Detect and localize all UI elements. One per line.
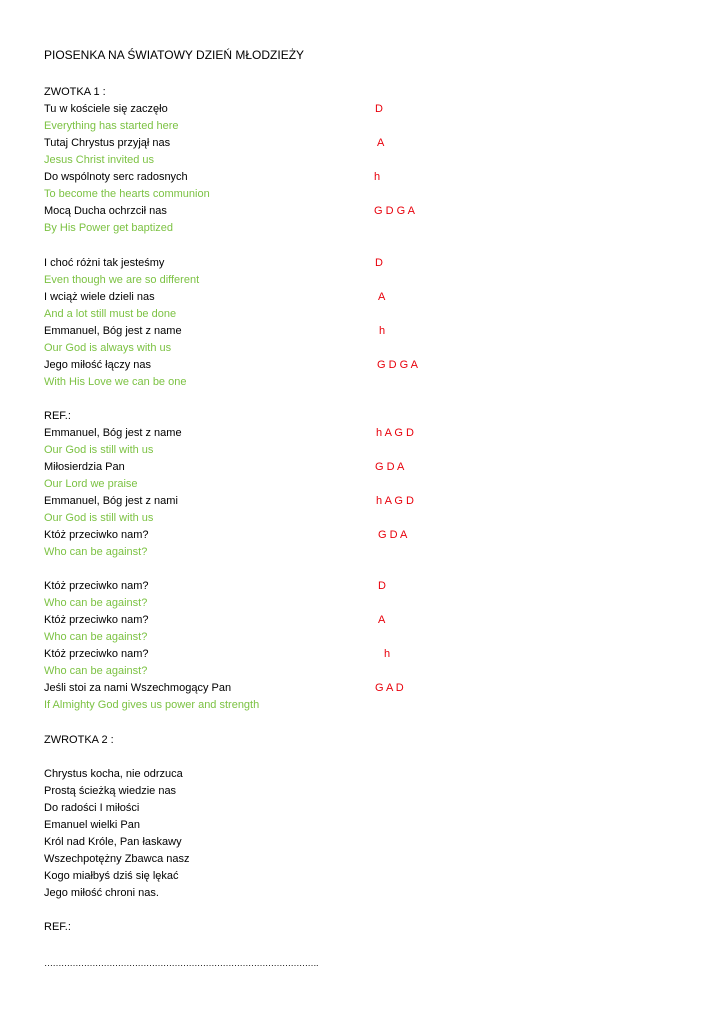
lyric-line-pl: Jeśli stoi za nami Wszechmogący Pan bbox=[44, 682, 232, 694]
chord: A bbox=[378, 291, 386, 303]
lyric-line-pl: Prostą ścieżką wiedzie nas bbox=[44, 785, 177, 797]
ellipsis-line: ……………………………………………………………………………………. bbox=[44, 958, 319, 968]
lyric-line-pl: Król nad Króle, Pan łaskawy bbox=[44, 836, 182, 848]
lyric-line-en: Who can be against? bbox=[44, 631, 148, 643]
lyric-line-pl: Chrystus kocha, nie odrzuca bbox=[44, 768, 183, 780]
lyric-line-pl: Jego miłość chroni nas. bbox=[44, 887, 159, 899]
lyric-line-pl: Miłosierdzia Pan bbox=[44, 461, 125, 473]
lyric-line-pl: Do wspólnoty serc radosnych bbox=[44, 171, 188, 183]
lyric-line-en: Our God is still with us bbox=[44, 512, 154, 524]
lyric-line-pl: I wciąż wiele dzieli nas bbox=[44, 291, 155, 303]
lyric-line-pl: Któż przeciwko nam? bbox=[44, 648, 149, 660]
lyric-line-en: With His Love we can be one bbox=[44, 376, 187, 388]
lyric-line-en: Who can be against? bbox=[44, 546, 148, 558]
lyric-line-pl: Któż przeciwko nam? bbox=[44, 529, 149, 541]
lyric-line-pl: Któż przeciwko nam? bbox=[44, 580, 149, 592]
lyric-line-pl: I choć różni tak jesteśmy bbox=[44, 257, 165, 269]
lyric-line-pl: Jego miłość łączy nas bbox=[44, 359, 151, 371]
chord: D bbox=[378, 580, 386, 592]
refrain-heading: REF.: bbox=[44, 410, 71, 422]
chord: h bbox=[384, 648, 391, 660]
lyric-line-en: Jesus Christ invited us bbox=[44, 154, 155, 166]
lyric-line-en: To become the hearts communion bbox=[44, 188, 210, 200]
lyric-line-en: Everything has started here bbox=[44, 120, 179, 132]
chord: h A G D bbox=[376, 495, 414, 507]
lyric-line-pl: Kogo miałbyś dziś się lękać bbox=[44, 870, 179, 882]
lyric-line-en: If Almighty God gives us power and strength bbox=[44, 699, 260, 711]
chord: G D A bbox=[378, 529, 408, 541]
chord: G D G A bbox=[377, 359, 418, 371]
lyric-line-pl: Któż przeciwko nam? bbox=[44, 614, 149, 626]
lyric-line-en: Even though we are so different bbox=[44, 274, 200, 286]
lyric-line-en: And a lot still must be done bbox=[44, 308, 177, 320]
lyric-line-pl: Tu w kościele się zaczęło bbox=[44, 103, 168, 115]
lyric-line-pl: Emmanuel, Bóg jest z name bbox=[44, 427, 182, 439]
chord: G D A bbox=[375, 461, 405, 473]
verse1-heading: ZWOTKA 1 : bbox=[44, 86, 106, 98]
lyric-line-en: Our God is always with us bbox=[44, 342, 172, 354]
lyric-line-pl: Wszechpotężny Zbawca nasz bbox=[44, 853, 190, 865]
lyric-line-en: Who can be against? bbox=[44, 665, 148, 677]
lyric-line-pl: Do radości I miłości bbox=[44, 802, 140, 814]
chord: h bbox=[374, 171, 381, 183]
lyric-line-pl: Emanuel wielki Pan bbox=[44, 819, 140, 831]
chord: h A G D bbox=[376, 427, 414, 439]
lyric-line-pl: Emmanuel, Bóg jest z nami bbox=[44, 495, 178, 507]
chord: G A D bbox=[375, 682, 404, 694]
song-title: PIOSENKA NA ŚWIATOWY DZIEŃ MŁODZIEŻY bbox=[44, 48, 305, 62]
lyric-line-en: Our God is still with us bbox=[44, 444, 154, 456]
refrain-heading: REF.: bbox=[44, 921, 71, 933]
chord: D bbox=[375, 103, 383, 115]
chord: G D G A bbox=[374, 205, 415, 217]
lyric-line-en: By His Power get baptized bbox=[44, 222, 174, 234]
lyric-line-pl: Mocą Ducha ochrzcił nas bbox=[44, 205, 167, 217]
chord: h bbox=[379, 325, 386, 337]
chord: A bbox=[377, 137, 385, 149]
lyric-line-en: Who can be against? bbox=[44, 597, 148, 609]
chord: A bbox=[378, 614, 386, 626]
verse2-heading: ZWROTKA 2 : bbox=[44, 734, 114, 746]
lyric-line-pl: Tutaj Chrystus przyjął nas bbox=[44, 137, 171, 149]
chord: D bbox=[375, 257, 383, 269]
lyric-line-en: Our Lord we praise bbox=[44, 478, 138, 490]
lyric-line-pl: Emmanuel, Bóg jest z name bbox=[44, 325, 182, 337]
